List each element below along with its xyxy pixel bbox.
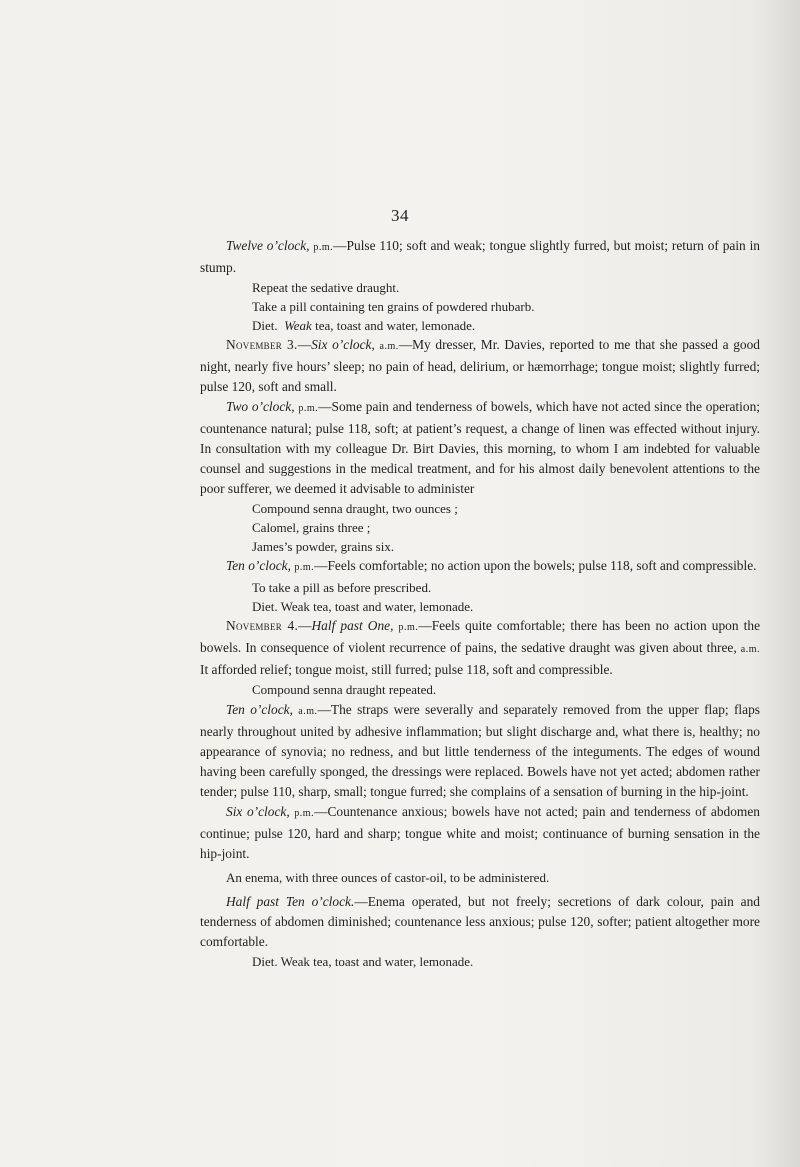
prescription-line: Take a pill containing ten grains of powdered rhubarb. <box>252 299 535 314</box>
time-abbr: a.m. <box>298 706 318 717</box>
paragraph-two-oclock <box>200 397 760 499</box>
dash: — <box>297 337 312 352</box>
time-heading: Ten o’clock, <box>226 558 291 573</box>
paragraph-november-3 <box>200 335 760 397</box>
page-number: 34 <box>391 206 409 225</box>
paragraph-half-past-ten <box>200 892 760 952</box>
time-abbr: p.m. <box>298 403 319 414</box>
time-abbr: a.m. <box>740 644 760 655</box>
paragraph-text: —Enema operated, but not freely; secretions of dark colour, pain and tenderness of abdomen diminished; countenance less anxious; pulse 120, softer; patient altogether more comfortable. <box>200 894 760 949</box>
diet-label: Diet. <box>252 318 278 333</box>
paragraph-ten-oclock-am <box>200 700 760 802</box>
prescription-line: Compound senna draught repeated. <box>252 682 437 697</box>
prescription-line: Repeat the sedative draught. <box>252 280 400 295</box>
prescription-line: James’s powder, grains six. <box>252 539 395 554</box>
paragraph-text: —Countenance anxious; bowels have not acted; pain and tenderness of abdomen continue; pulse 120, hard and sharp; tongue white and moist; continuance of burning sensation in the hip-joint. <box>200 804 760 861</box>
page-body <box>200 236 760 972</box>
time-abbr: p.m. <box>398 622 419 633</box>
paragraph-twelve-oclock <box>200 236 760 278</box>
date-heading: November 4. <box>226 618 299 633</box>
paragraph-six-oclock-pm <box>200 802 760 864</box>
prescription-line: To take a pill as before prescribed. <box>252 580 432 595</box>
time-abbr: p.m. <box>294 562 315 573</box>
diet-weak: Weak <box>284 318 312 333</box>
time-heading: Ten o’clock, <box>226 702 293 717</box>
paragraph-text: —My dresser, Mr. Davies, reported to me that she passed a good night, nearly five hours’ sleep; no pain of head, delirium, or hæmorrhage; tongue moist; slightly furred; pulse 120, soft and small. <box>200 337 760 394</box>
time-heading: Six o’clock, <box>226 804 290 819</box>
paragraph-ten-oclock-pm <box>200 556 760 578</box>
paragraph-text: —Feels quite comfortable; there has been no action upon the bowels. In consequence of violent recurrence of pains, the sedative draught was given about three, <box>200 618 761 655</box>
paragraph-text: —Feels comfortable; no action upon the bowels; pulse 118, soft and compressible. <box>314 558 757 573</box>
time-heading: Two o’clock, <box>226 399 295 414</box>
paragraph-text: —The straps were severally and separately removed from the upper flap; flaps nearly throughout united by adhesive inflammation; but slight discharge and, what there is, healthy; no appearance of synovia; no redness, and but little tenderness of the integuments. The edges of wound having been carefully sponged, the dressings were replaced. Bowels have not yet acted; abdomen rather tender; pulse 110, sharp, small; tongue furred; she complains of a sensation of burning in the hip-joint. <box>200 702 760 799</box>
time-abbr: a.m. <box>379 341 399 352</box>
diet-line: Diet. Weak tea, toast and water, lemonade. <box>252 599 474 614</box>
time-abbr: p.m. <box>294 808 315 819</box>
time-heading: Half past Ten o’clock. <box>226 894 355 909</box>
time-heading: Twelve o’clock, <box>226 238 310 253</box>
time-abbr: p.m. <box>313 242 334 253</box>
dash: — <box>298 618 312 633</box>
paragraph-november-4 <box>200 616 760 680</box>
diet-line: Diet. Weak tea, toast and water, lemonade. <box>252 954 474 969</box>
time-heading: Half past One, <box>311 618 394 633</box>
diet-line <box>200 316 760 335</box>
paragraph-text: It afforded relief; tongue moist, still furred; pulse 118, soft and compressible. <box>200 662 613 677</box>
prescription-line: An enema, with three ounces of castor-oil, to be administered. <box>226 870 550 885</box>
paragraph-text: —Some pain and tenderness of bowels, which have not acted since the operation; countenance natural; pulse 118, soft; at patient’s request, a change of linen was effected without injury. In consultation with my colleague Dr. Birt Davies, this morning, to whom I am indebted for valuable counsel and suggestions in the medical treatment, and for his almost daily benevolent attentions to the poor sufferer, we deemed it advisable to administer <box>200 399 760 496</box>
paragraph-text: —Pulse 110; soft and weak; tongue slightly furred, but moist; return of pain in stump. <box>200 238 760 275</box>
time-heading: Six o’clock, <box>311 337 375 352</box>
date-heading: November 3. <box>226 337 298 352</box>
prescription-line: Calomel, grains three ; <box>252 520 371 535</box>
diet-text: tea, toast and water, lemonade. <box>315 318 476 333</box>
prescription-line: Compound senna draught, two ounces ; <box>252 501 458 516</box>
